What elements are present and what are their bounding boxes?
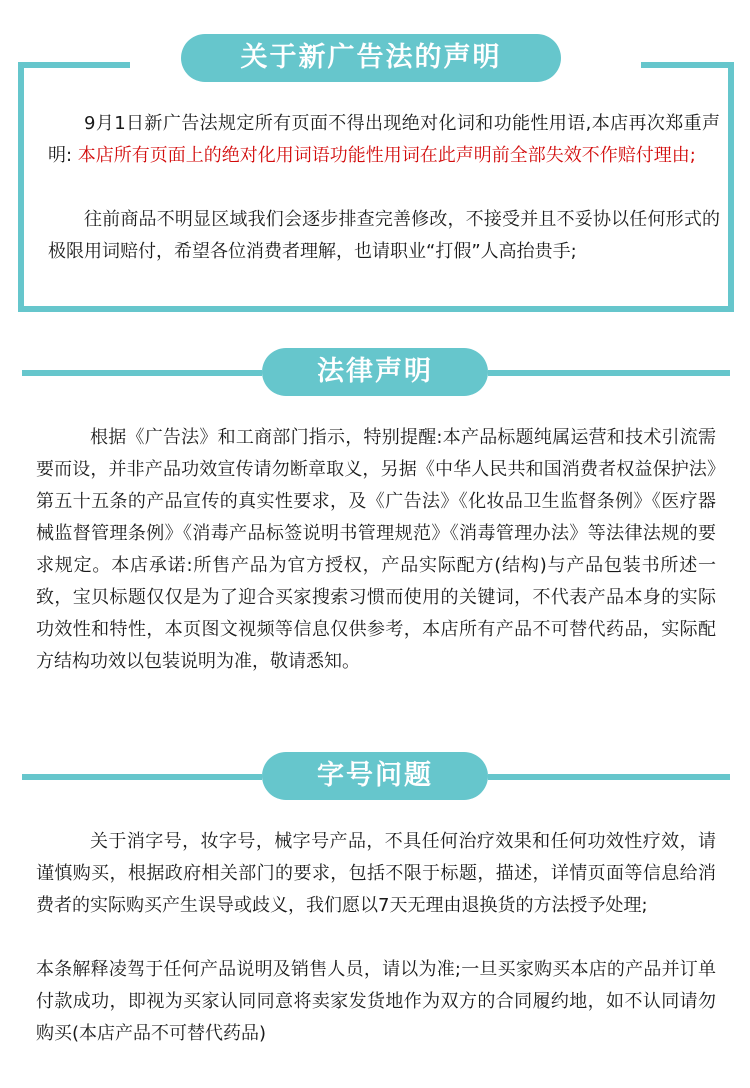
section3-divider-left [22,774,262,780]
section1-frame-right [728,62,734,312]
section1-frame-left [18,62,24,312]
section1-frame-top-right [641,62,734,68]
section2-divider-left [22,370,262,376]
section1-paragraph-2: 往前商品不明显区域我们会逐步排查完善修改，不接受并且不妥协以任何形式的极限用词赔付，希望各位消费者理解，也请职业“打假”人高抬贵手; [48,209,720,262]
section2-paragraph: 根据《广告法》和工商部门指示，特别提醒:本产品标题纯属运营和技术引流需要而设，并非产品功效宣传请勿断章取义，另据《中华人民共和国消费者权益保护法》第五十五条的产品宣传的真实性要求，及《广告法》《化妆品卫生监督条例》《医疗器械监督管理条例》《消毒产品标签说明书管理规范》《消毒管理办法》等法律法规的要求规定。本店承诺:所售产品为官方授权，产品实际配方(结构)与产品包装书所述一致，宝贝标题仅仅是为了迎合买家搜索习惯而使用的关键词，不代表产品本身的实际功效性和特性，本页图文视频等信息仅供参考，本店所有产品不可替代药品，实际配方结构功效以包装说明为准，敬请悉知。 [36,427,716,672]
section1-intro-text: 9月1日新广告法规定所有页面不得出现绝对化词和功能性用语,本店再次郑重声明: [48,113,720,166]
section3-divider-right [488,774,730,780]
section2-title: 法律声明 [262,348,488,396]
section1-paragraph-1 [48,108,720,172]
section3-paragraph-2: 本条解释凌驾于任何产品说明及销售人员，请以为准;一旦买家购买本店的产品并订单付款成功，即视为买家认同同意将卖家发货地作为双方的合同履约地，如不认同请勿购买(本店产品不可替代药品) [36,959,716,1044]
section1-frame-top-left [18,62,130,68]
section1-title: 关于新广告法的声明 [181,34,561,82]
section2-divider-right [488,370,730,376]
section1-highlight-text: 本店所有页面上的绝对化用词语功能性用词在此声明前全部失效不作赔付理由; [77,145,696,166]
section3-paragraph-1: 关于消字号，妆字号，械字号产品，不具任何治疗效果和任何功效性疗效，请谨慎购买，根据政府相关部门的要求，包括不限于标题，描述，详情页面等信息给消费者的实际购买产生误导或歧义，我们愿以7天无理由退换货的方法授予处理; [36,831,716,916]
section1-frame-bottom [18,306,734,312]
section3-title: 字号问题 [262,752,488,800]
